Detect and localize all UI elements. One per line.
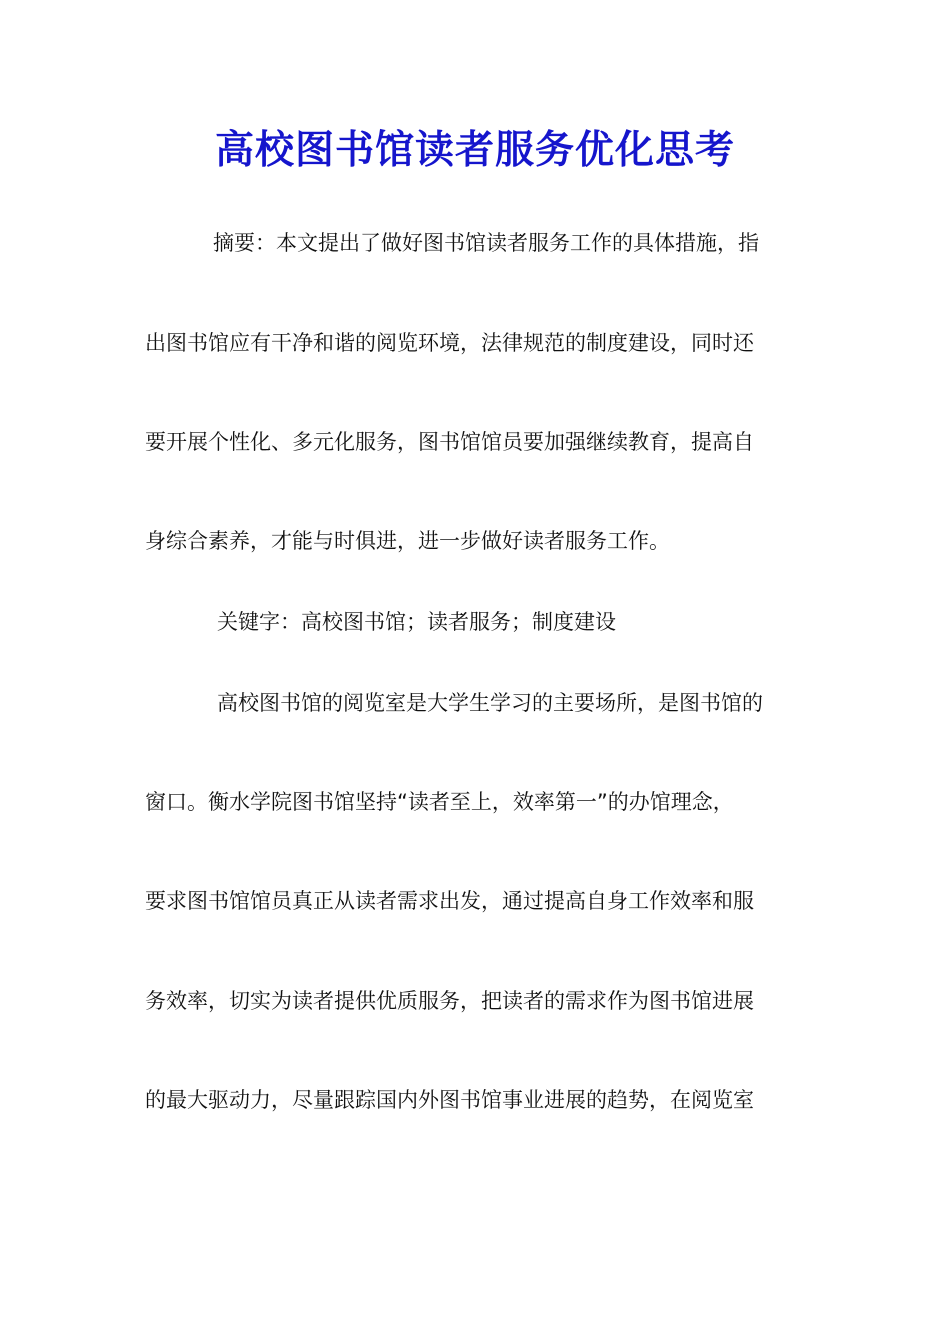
- abstract-line: 身综合素养，才能与时俱进，进一步做好读者服务工作。: [145, 529, 670, 553]
- body-line: 要求图书馆馆员真正从读者需求出发，通过提高自身工作效率和服: [145, 889, 754, 913]
- body-line: 务效率，切实为读者提供优质服务，把读者的需求作为图书馆进展: [145, 989, 754, 1013]
- abstract-line: 摘要：本文提出了做好图书馆读者服务工作的具体措施，指: [213, 231, 759, 255]
- body-line: 的最大驱动力，尽量跟踪国内外图书馆事业进展的趋势，在阅览室: [145, 1088, 754, 1112]
- keywords-line: 关键字：高校图书馆；读者服务；制度建设: [217, 610, 616, 634]
- body-line: 高校图书馆的阅览室是大学生学习的主要场所，是图书馆的: [217, 691, 763, 715]
- document-title: 高校图书馆读者服务优化思考: [214, 127, 735, 173]
- abstract-line: 出图书馆应有干净和谐的阅览环境，法律规范的制度建设，同时还: [145, 331, 754, 355]
- body-line: 窗口。衡水学院图书馆坚持“读者至上，效率第一”的办馆理念，: [145, 790, 734, 814]
- abstract-line: 要开展个性化、多元化服务，图书馆馆员要加强继续教育，提高自: [145, 430, 754, 454]
